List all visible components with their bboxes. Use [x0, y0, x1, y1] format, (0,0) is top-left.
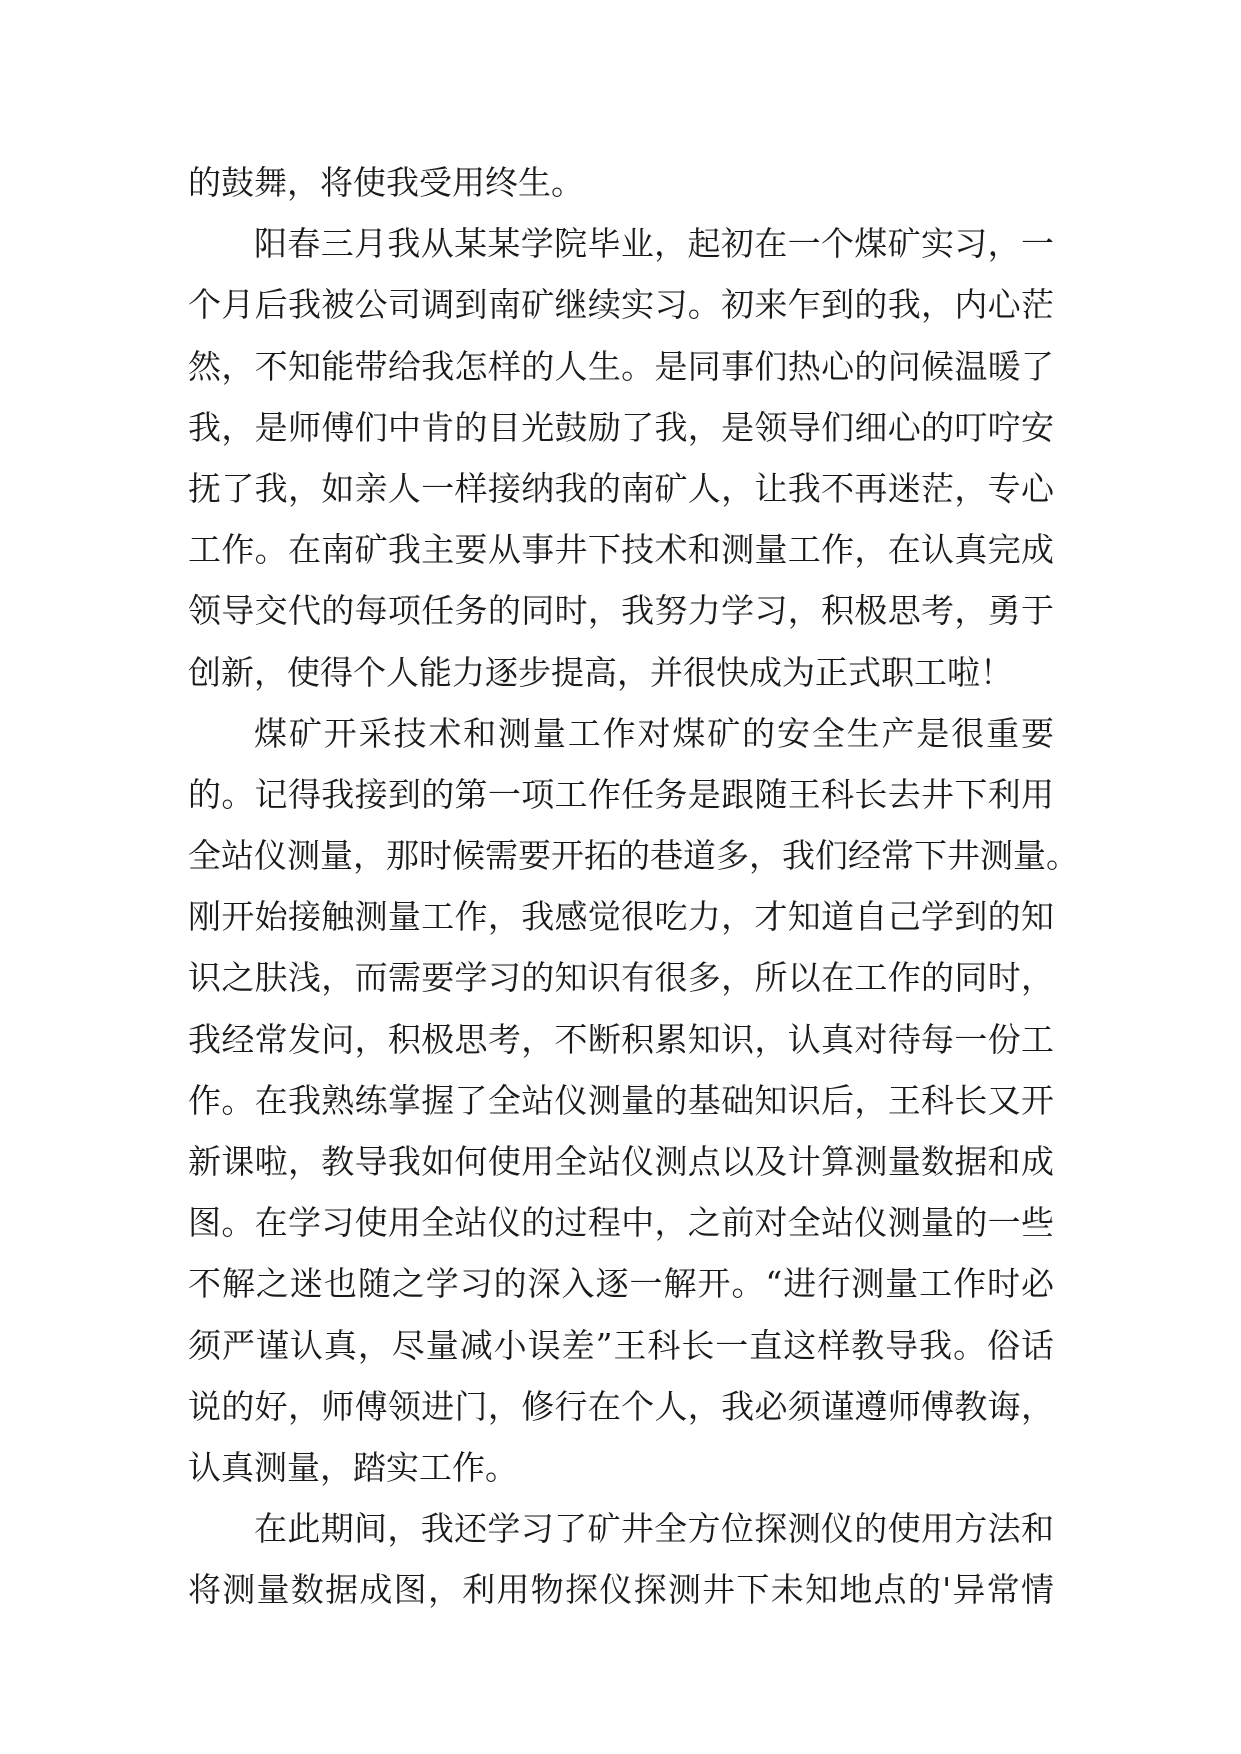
text-line: 我，是师傅们中肯的目光鼓励了我，是领导们细心的叮咛安 [188, 407, 1054, 447]
body-text [188, 152, 1079, 1621]
text-line: 作。在我熟练掌握了全站仪测量的基础知识后，王科长又开 [188, 1080, 1054, 1120]
text-line: 识之肤浅，而需要学习的知识有很多，所以在工作的同时， [188, 958, 1054, 998]
text-line: 须严谨认真，尽量减小误差”王科长一直这样教导我。俗话 [188, 1325, 1054, 1365]
text-line: 创新，使得个人能力逐步提高，并很快成为正式职工啦！ [188, 652, 1013, 692]
paragraph-first-line: 在此期间，我还学习了矿井全方位探测仪的使用方法和 [254, 1509, 1054, 1549]
text-line: 不解之迷也随之学习的深入逐一解开。“进行测量工作时必 [188, 1264, 1054, 1304]
text-line: 图。在学习使用全站仪的过程中，之前对全站仪测量的一些 [188, 1203, 1054, 1243]
text-line: 的。记得我接到的第一项工作任务是跟随王科长去井下利用 [188, 774, 1054, 814]
text-line: 刚开始接触测量工作，我感觉很吃力，才知道自己学到的知 [188, 897, 1054, 937]
text-line: 个月后我被公司调到南矿继续实习。初来乍到的我，内心茫 [188, 285, 1054, 325]
text-line: 新课啦，教导我如何使用全站仪测点以及计算测量数据和成 [188, 1142, 1054, 1181]
text-line: 全站仪测量，那时候需要开拓的巷道多，我们经常下井测量。 [188, 836, 1079, 876]
text-line: 说的好，师傅领进门，修行在个人，我必须谨遵师傅教诲， [188, 1386, 1054, 1426]
text-line: 将测量数据成图，利用物探仪探测井下未知地点的'异常情 [188, 1570, 1054, 1610]
paragraph-first-line: 阳春三月我从某某学院毕业，起初在一个煤矿实习，一 [254, 224, 1054, 264]
text-line: 认真测量，踏实工作。 [188, 1447, 518, 1487]
text-line: 的鼓舞，将使我受用终生。 [188, 163, 584, 202]
text-line: 工作。在南矿我主要从事井下技术和测量工作，在认真完成 [188, 530, 1054, 570]
paragraph-first-line: 煤矿开采技术和测量工作对煤矿的安全生产是很重要 [254, 713, 1054, 753]
text-line: 领导交代的每项任务的同时，我努力学习，积极思考，勇于 [188, 591, 1054, 631]
text-line: 我经常发问，积极思考，不断积累知识，认真对待每一份工 [188, 1019, 1054, 1059]
text-line: 抚了我，如亲人一样接纳我的南矿人，让我不再迷茫，专心 [188, 468, 1054, 508]
text-line: 然，不知能带给我怎样的人生。是同事们热心的问候温暖了 [188, 346, 1054, 386]
